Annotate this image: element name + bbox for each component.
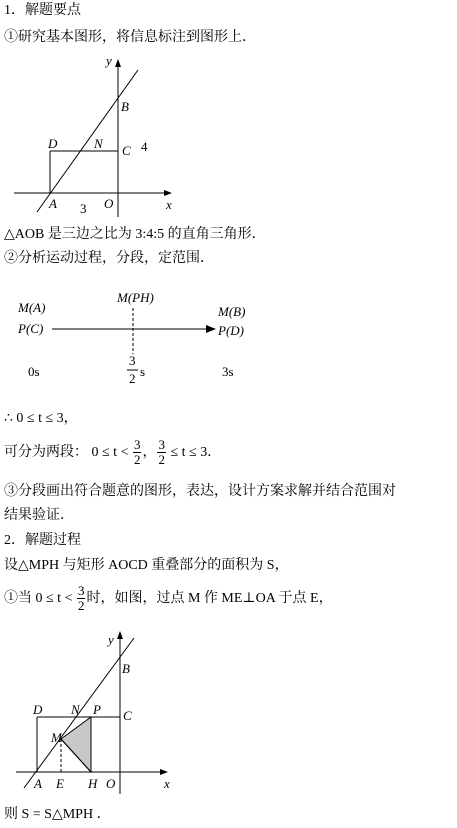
timeline-end-top: M(B) <box>218 304 246 319</box>
timeline-arrowhead <box>206 325 216 333</box>
y-axis-arrow <box>117 631 123 639</box>
label-p: P <box>93 702 101 717</box>
step-2-text: ②分析运动过程，分段，定范围． <box>4 251 214 266</box>
split-prefix: 可分为两段： <box>4 445 88 460</box>
timeline-start-top: M(A) <box>18 300 46 315</box>
step-3-line-1: ③分段画出符合题意的图形，表达，设计方案求解并结合范围对 <box>4 484 396 499</box>
label-b: B <box>121 99 129 114</box>
split-text <box>4 436 221 470</box>
label-h: H <box>88 776 98 791</box>
timeline-start-bottom: P(C) <box>18 321 44 336</box>
label-o: O <box>106 776 116 791</box>
x-axis-arrow <box>164 190 172 196</box>
section-heading-2: 2．解题过程 <box>4 533 81 548</box>
split-part1-left: 0 ≤ t < <box>91 445 129 460</box>
section-heading-1: 1．解题要点 <box>4 3 81 18</box>
label-len-ao: 3 <box>80 201 87 216</box>
case-1-text <box>4 582 333 616</box>
timeline-diagram <box>0 282 300 397</box>
label-c: C <box>122 143 131 158</box>
label-d: D <box>48 136 58 151</box>
step-1-text: ①研究基本图形，将信息标注到图形上． <box>4 30 256 45</box>
timeline-t-end: 3s <box>222 364 234 379</box>
label-y: y <box>108 632 114 647</box>
case-1-suffix: 时，如图，过点 M 作 ME⊥OA 于点 E， <box>86 591 333 606</box>
figure-1-coordinate-diagram <box>0 52 200 222</box>
fraction-1-numerator: 3 <box>133 437 141 453</box>
triangle-ratio-text: △AOB 是三边之比为 3:4:5 的直角三角形． <box>4 227 266 242</box>
case-1-fraction <box>77 584 86 613</box>
label-x: x <box>166 197 172 212</box>
step-3-line-2: 结果验证． <box>4 508 74 523</box>
label-len-oc: 4 <box>141 139 148 154</box>
figure-2-coordinate-diagram <box>0 622 200 806</box>
x-axis-arrow <box>160 769 168 775</box>
label-d: D <box>33 702 43 717</box>
label-n: N <box>94 136 103 151</box>
timeline-mid-top: M(PH) <box>117 290 154 305</box>
split-comma: ， <box>142 445 157 460</box>
range-text: ∴ 0 ≤ t ≤ 3， <box>4 411 78 426</box>
y-axis-arrow <box>115 59 121 67</box>
timeline-end-bottom: P(D) <box>218 323 244 338</box>
setup-text: 设△MPH 与矩形 AOCD 重叠部分的面积为 S， <box>4 558 289 573</box>
label-x: x <box>164 776 170 791</box>
split-fraction-2 <box>157 438 166 467</box>
label-n: N <box>71 702 80 717</box>
timeline-mid-unit: s <box>140 364 146 379</box>
timeline-mid-den: 2 <box>129 371 136 386</box>
fraction-1-denominator: 2 <box>133 452 141 468</box>
split-part2-right: ≤ t ≤ 3． <box>170 445 222 460</box>
case-1-numerator: 3 <box>77 583 85 599</box>
timeline-mid-num: 3 <box>129 353 136 368</box>
split-fraction-1 <box>133 438 142 467</box>
case-1-denominator: 2 <box>77 598 85 614</box>
timeline-t0: 0s <box>28 364 40 379</box>
label-a: A <box>49 196 57 211</box>
label-m: M <box>51 730 62 745</box>
conclusion-text: 则 S = S△MPH ． <box>4 807 111 822</box>
label-b: B <box>122 661 130 676</box>
label-a: A <box>34 776 42 791</box>
label-o: O <box>104 196 114 211</box>
label-c: C <box>123 708 132 723</box>
label-e: E <box>56 776 64 791</box>
label-y: y <box>106 53 112 68</box>
case-1-prefix: ①当 0 ≤ t < <box>4 591 73 606</box>
fraction-2-numerator: 3 <box>158 437 165 453</box>
fraction-2-denominator: 2 <box>158 452 165 468</box>
